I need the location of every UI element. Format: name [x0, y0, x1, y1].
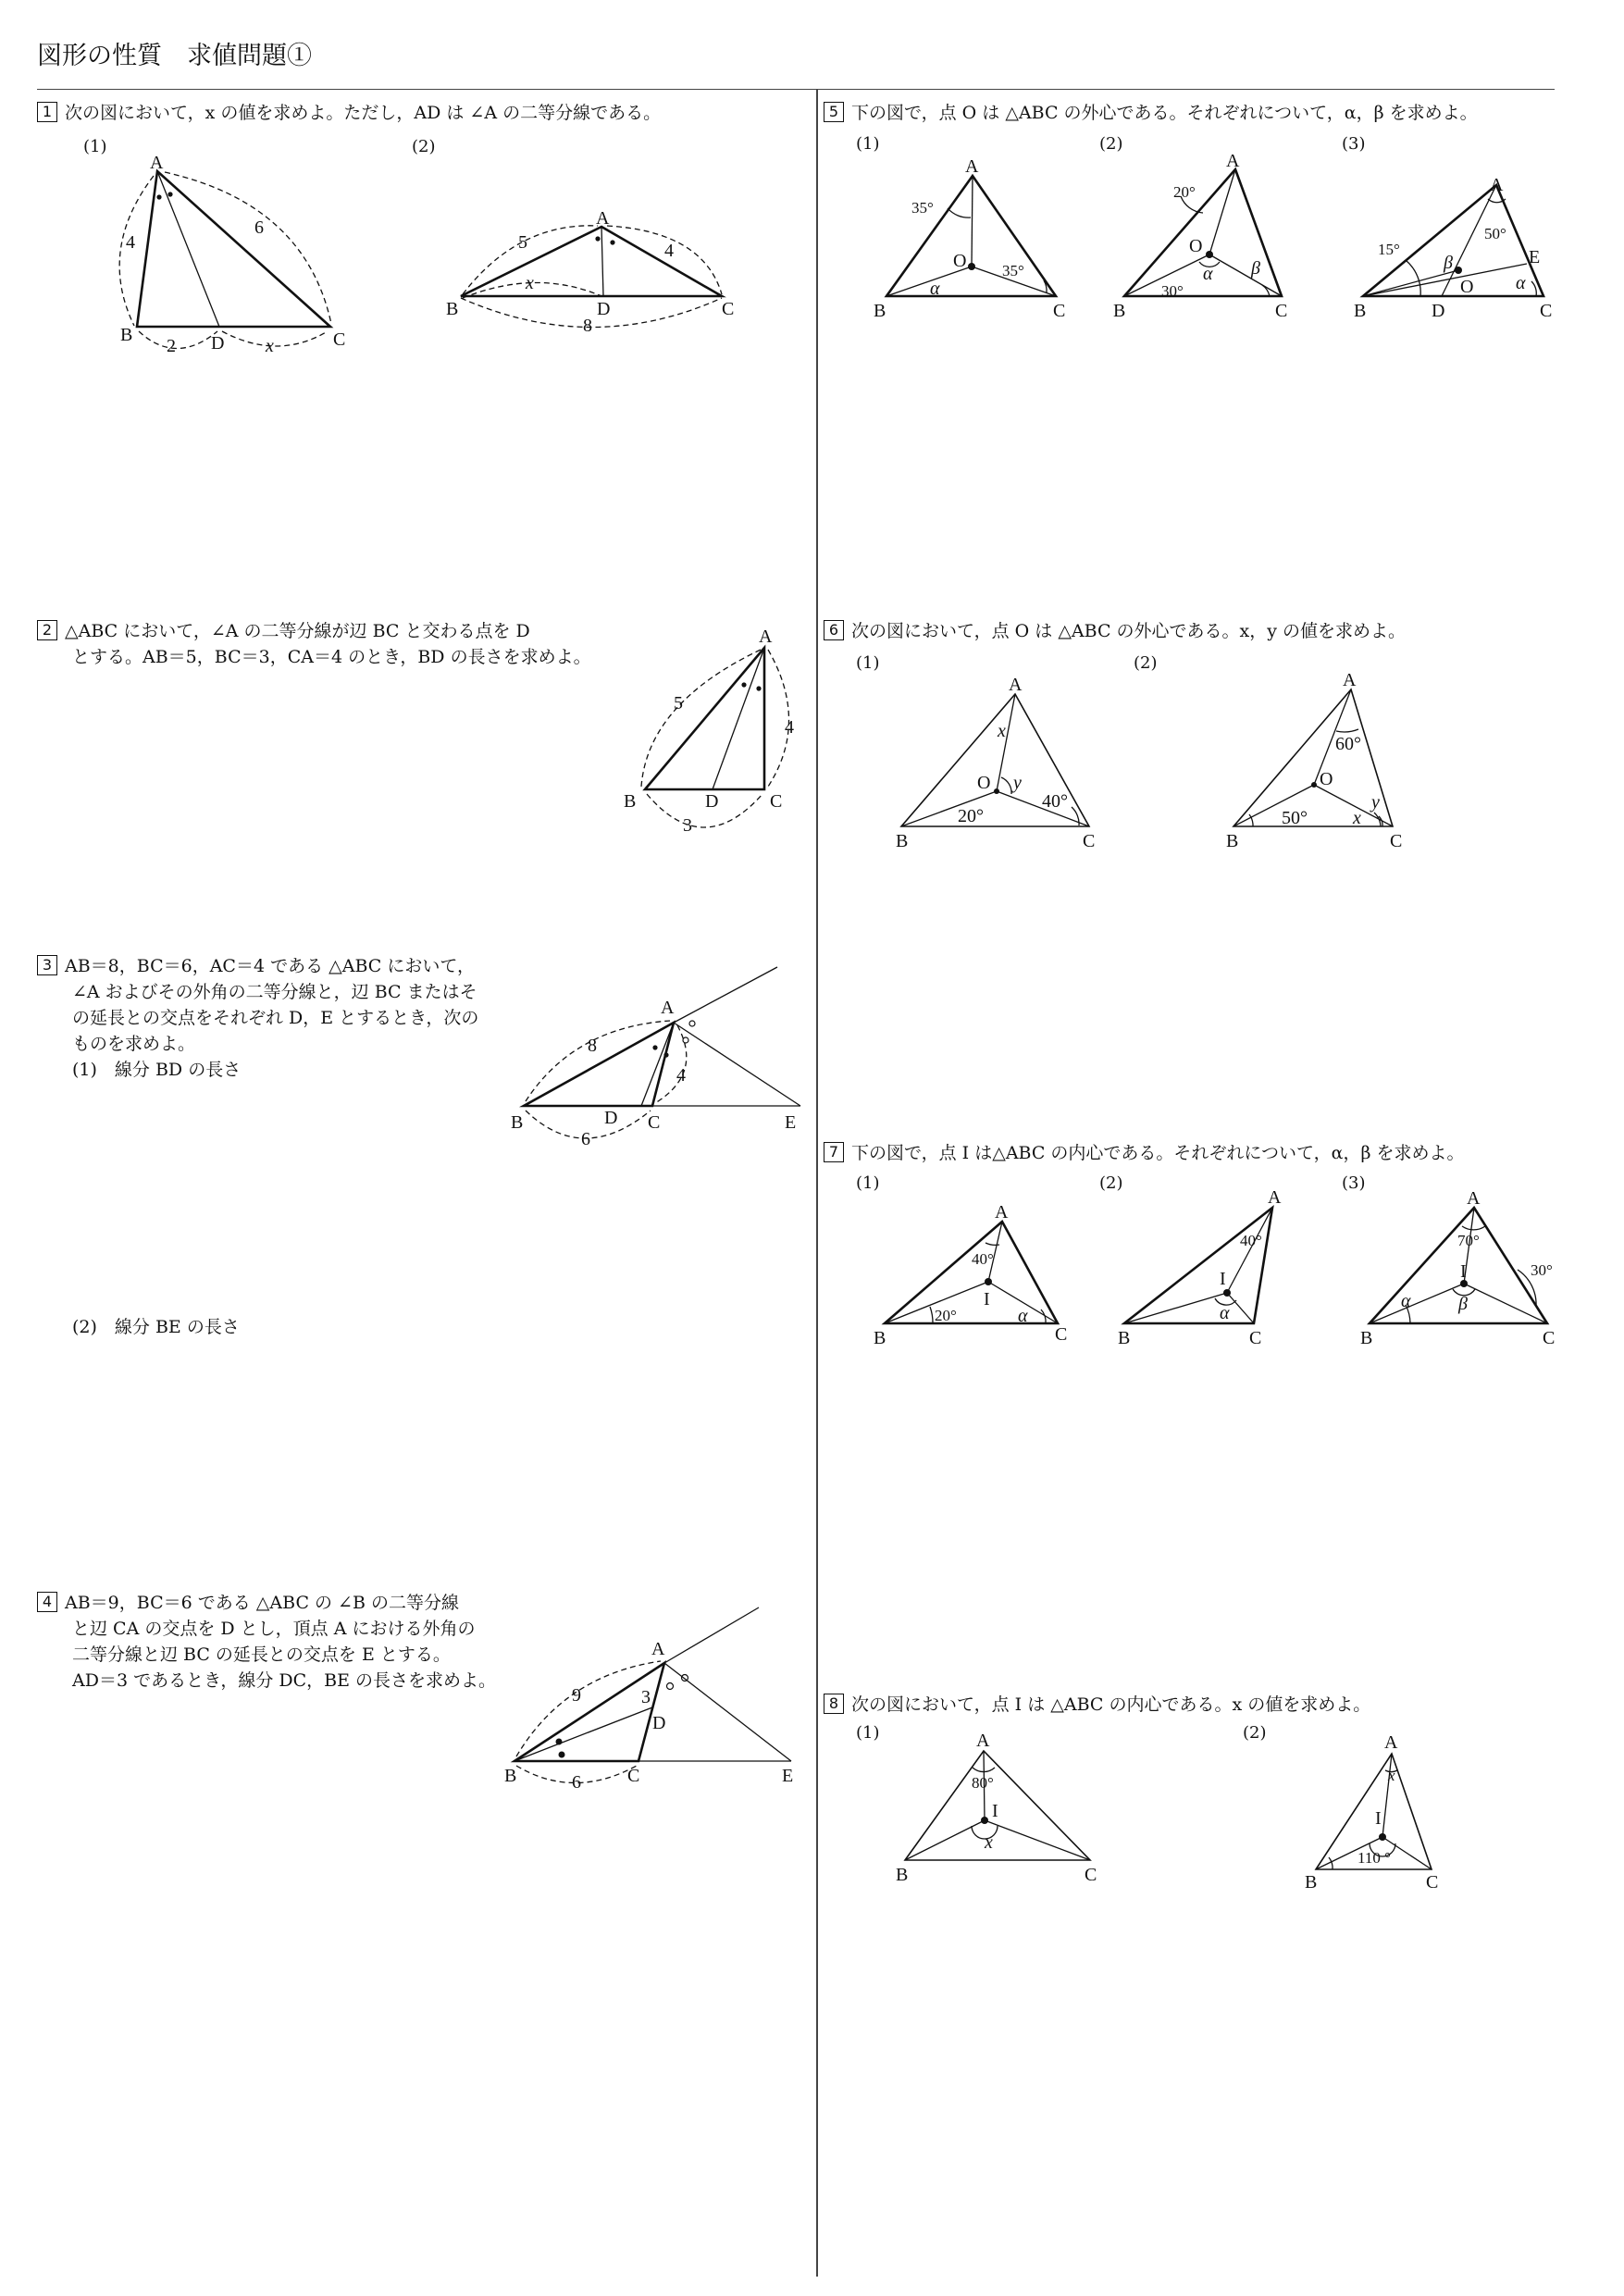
vertex-label: A [1009, 675, 1023, 695]
vertex-label: C [770, 791, 783, 812]
angle-label: 30° [1161, 282, 1184, 300]
unknown-label: x [998, 721, 1006, 741]
page-title: 図形の性質 求値問題① [37, 42, 312, 70]
length-label: 3 [641, 1687, 651, 1707]
vertex-label: C [333, 329, 346, 350]
vertex-label: B [1360, 1328, 1373, 1348]
point-label: I [1220, 1269, 1226, 1289]
vertex-label: A [596, 208, 610, 229]
angle-label: 50° [1484, 225, 1506, 242]
angle-label: 35° [911, 199, 934, 217]
vertex-label: A [1490, 175, 1504, 195]
point-label: O [977, 773, 991, 793]
subproblem-label: (2) [1099, 134, 1123, 154]
angle-unknown: α [1018, 1306, 1028, 1326]
problem-number: 2 [37, 620, 57, 640]
vertex-label: E [782, 1766, 794, 1786]
subproblem-label: (1) [856, 653, 880, 673]
point-label: O [1320, 769, 1333, 789]
vertex-label: A [1226, 151, 1240, 171]
problem-6-statement [824, 618, 1406, 644]
angle-label: 20° [1173, 183, 1196, 201]
vertex-label: C [627, 1766, 640, 1786]
subproblem-label: (2) [412, 137, 436, 156]
angle-label: 80° [972, 1774, 994, 1792]
unknown-label: x [1388, 1767, 1395, 1784]
question-1: (1) 線分 BD の長さ [72, 1060, 242, 1080]
problem-number: 5 [824, 102, 844, 122]
problem-text: 二等分線と辺 BC の延長との交点を E とする。 [72, 1644, 451, 1665]
problem-7-statement [824, 1140, 1465, 1166]
length-label: 4 [126, 232, 135, 253]
angle-label: 15° [1378, 241, 1400, 258]
unknown-label: x [985, 1832, 993, 1853]
problem-text: ∠A およびその外角の二等分線と，辺 BC またはそ [72, 982, 477, 1002]
problem-number: 6 [824, 620, 844, 640]
problem-text: 次の図において，点 I は △ABC の内心である。x の値を求めよ。 [851, 1694, 1371, 1715]
vertex-label: A [995, 1202, 1009, 1222]
vertex-label: B [446, 299, 459, 319]
subproblem-label: (2) [1099, 1173, 1123, 1193]
vertex-label: C [1085, 1865, 1097, 1885]
angle-unknown: α [930, 279, 940, 299]
subproblem-label: (3) [1342, 134, 1366, 154]
problem-3-statement [37, 953, 478, 1083]
vertex-label: D [652, 1713, 666, 1733]
subproblem-label: (1) [856, 134, 880, 154]
vertex-label: B [120, 325, 133, 345]
problem-2-statement [37, 618, 591, 670]
length-label: 2 [167, 336, 176, 356]
point-label: O [953, 251, 967, 271]
angle-label: 35° [1002, 262, 1024, 279]
vertex-label: A [1467, 1188, 1481, 1209]
length-label: 8 [583, 316, 592, 336]
problem-5-statement [824, 100, 1478, 126]
vertex-label: B [1113, 301, 1126, 321]
problem-text: 次の図において，x の値を求めよ。ただし，AD は ∠A の二等分線である。 [65, 103, 662, 123]
vertex-label: E [785, 1112, 797, 1133]
vertex-label: A [150, 153, 164, 173]
problem-text: AB＝9，BC＝6 である △ABC の ∠B の二等分線 [65, 1593, 459, 1613]
point-label: I [1460, 1261, 1467, 1282]
problem-text: △ABC において，∠A の二等分線が辺 BC と交わる点を D [65, 621, 530, 641]
length-label: 4 [676, 1065, 686, 1086]
vertex-label: B [1305, 1872, 1318, 1893]
problem-number: 1 [37, 102, 57, 122]
vertex-label: D [211, 333, 225, 354]
problem-text: 下の図で，点 I は△ABC の内心である。それぞれについて，α，β を求めよ。 [851, 1143, 1465, 1163]
vertex-label: B [874, 301, 886, 321]
point-label: O [1189, 236, 1203, 256]
angle-label: 110 ° [1357, 1849, 1391, 1867]
problem-number: 3 [37, 955, 57, 975]
vertex-label: C [1390, 831, 1403, 851]
figure-1-2 [461, 226, 722, 328]
angle-unknown: α [1401, 1291, 1411, 1311]
question-2: (2) 線分 BE の長さ [72, 1317, 240, 1337]
vertex-label: C [648, 1112, 661, 1133]
point-label: O [1460, 277, 1474, 297]
unknown-label: x [526, 273, 534, 293]
vertex-label: C [1426, 1872, 1439, 1893]
angle-unknown: β [1444, 253, 1453, 273]
vertex-label: C [722, 299, 735, 319]
subproblem-label: (1) [83, 137, 107, 156]
length-label: 8 [588, 1036, 597, 1056]
problem-8-statement [824, 1692, 1370, 1718]
point-label: I [984, 1289, 990, 1309]
vertex-label: C [1083, 831, 1096, 851]
angle-label: 40° [1042, 791, 1068, 812]
vertex-label: B [504, 1766, 517, 1786]
vertex-label: A [1343, 670, 1357, 690]
vertex-label: C [1053, 301, 1066, 321]
figure-7-1 [885, 1222, 1058, 1323]
vertex-label: B [624, 791, 637, 812]
angle-label: 60° [1335, 734, 1361, 754]
unknown-label: x [1353, 808, 1361, 828]
angle-unknown: β [1458, 1294, 1468, 1314]
angle-label: 70° [1457, 1232, 1480, 1249]
subproblem-label: (3) [1342, 1173, 1366, 1193]
vertex-label: D [1432, 301, 1445, 321]
length-label: 4 [664, 241, 674, 261]
exterior-angle-marks [667, 1021, 696, 1690]
problem-text: AB＝8，BC＝6，AC＝4 である △ABC において， [65, 956, 475, 976]
unknown-label: y [1371, 792, 1380, 813]
vertex-label: A [661, 998, 675, 1018]
angle-label: 30° [1531, 1261, 1553, 1279]
vertex-label: D [705, 791, 719, 812]
angle-label: 40° [972, 1250, 994, 1268]
problem-text: 次の図において，点 O は △ABC の外心である。x，y の値を求めよ。 [851, 621, 1407, 641]
point-label: I [992, 1801, 998, 1821]
vertex-label: B [896, 831, 909, 851]
subproblem-label: (1) [856, 1173, 880, 1193]
angle-label: 20° [935, 1307, 957, 1324]
unknown-label: y [1013, 773, 1022, 793]
length-label: 6 [572, 1772, 581, 1793]
angle-unknown: α [1516, 273, 1526, 293]
vertex-label: E [1529, 247, 1541, 267]
angle-label: 40° [1240, 1232, 1262, 1249]
figure-3 [524, 967, 800, 1138]
vertex-label: A [1268, 1187, 1282, 1208]
subproblem-label: (2) [1134, 653, 1158, 673]
vertex-label: A [759, 627, 773, 647]
vertex-label: B [1118, 1328, 1131, 1348]
figure-5-1 [886, 176, 1056, 296]
vertex-label: D [597, 299, 611, 319]
vertex-label: C [1275, 301, 1288, 321]
vertex-label: D [604, 1108, 618, 1128]
problem-text: 下の図で，点 O は △ABC の外心である。それぞれについて，α，β を求めよ。 [851, 103, 1478, 123]
problem-text: の延長との交点をそれぞれ D，E とするとき，次の [72, 1008, 479, 1028]
length-label: 5 [674, 693, 683, 714]
figure-7-2 [1124, 1208, 1272, 1323]
vertex-label: B [896, 1865, 909, 1885]
length-label: 3 [683, 815, 692, 836]
angle-label: 50° [1282, 808, 1308, 828]
vertex-label: A [651, 1639, 665, 1659]
problem-4-statement [37, 1590, 496, 1694]
figure-1-1 [119, 171, 331, 349]
subproblem-label: (1) [856, 1723, 880, 1743]
problem-number: 7 [824, 1142, 844, 1162]
vertex-label: B [1226, 831, 1239, 851]
problem-number: 4 [37, 1592, 57, 1612]
vertex-label: A [1384, 1732, 1398, 1753]
angle-unknown: α [1203, 264, 1213, 284]
problem-text: AD＝3 であるとき，線分 DC，BE の長さを求めよ。 [72, 1670, 497, 1691]
vertex-label: C [1249, 1328, 1262, 1348]
length-label: 9 [572, 1685, 581, 1706]
length-label: 5 [518, 232, 527, 253]
angle-unknown: α [1220, 1303, 1230, 1323]
problem-text: ものを求めよ。 [72, 1034, 196, 1054]
vertex-label: C [1540, 301, 1553, 321]
vertex-label: A [976, 1731, 990, 1751]
length-label: 4 [785, 717, 794, 738]
angle-unknown: β [1251, 258, 1260, 279]
length-label: 6 [254, 217, 264, 238]
point-label: I [1375, 1808, 1382, 1829]
vertex-label: B [1354, 301, 1367, 321]
vertex-label: C [1055, 1324, 1068, 1345]
figure-4 [514, 1607, 791, 1783]
figure-6-2 [1233, 689, 1393, 826]
unknown-label: x [266, 336, 274, 356]
vertex-label: B [511, 1112, 524, 1133]
problem-text: と辺 CA の交点を D とし，頂点 A における外角の [72, 1619, 476, 1639]
problem-number: 8 [824, 1694, 844, 1714]
vertex-label: C [1543, 1328, 1556, 1348]
problem-text: とする。AB＝5，BC＝3，CA＝4 のとき，BD の長さを求めよ。 [72, 647, 591, 667]
subproblem-label: (2) [1243, 1723, 1267, 1743]
angle-label: 20° [958, 806, 984, 826]
vertex-label: A [965, 156, 979, 177]
length-label: 6 [581, 1129, 590, 1149]
vertex-label: B [874, 1328, 886, 1348]
